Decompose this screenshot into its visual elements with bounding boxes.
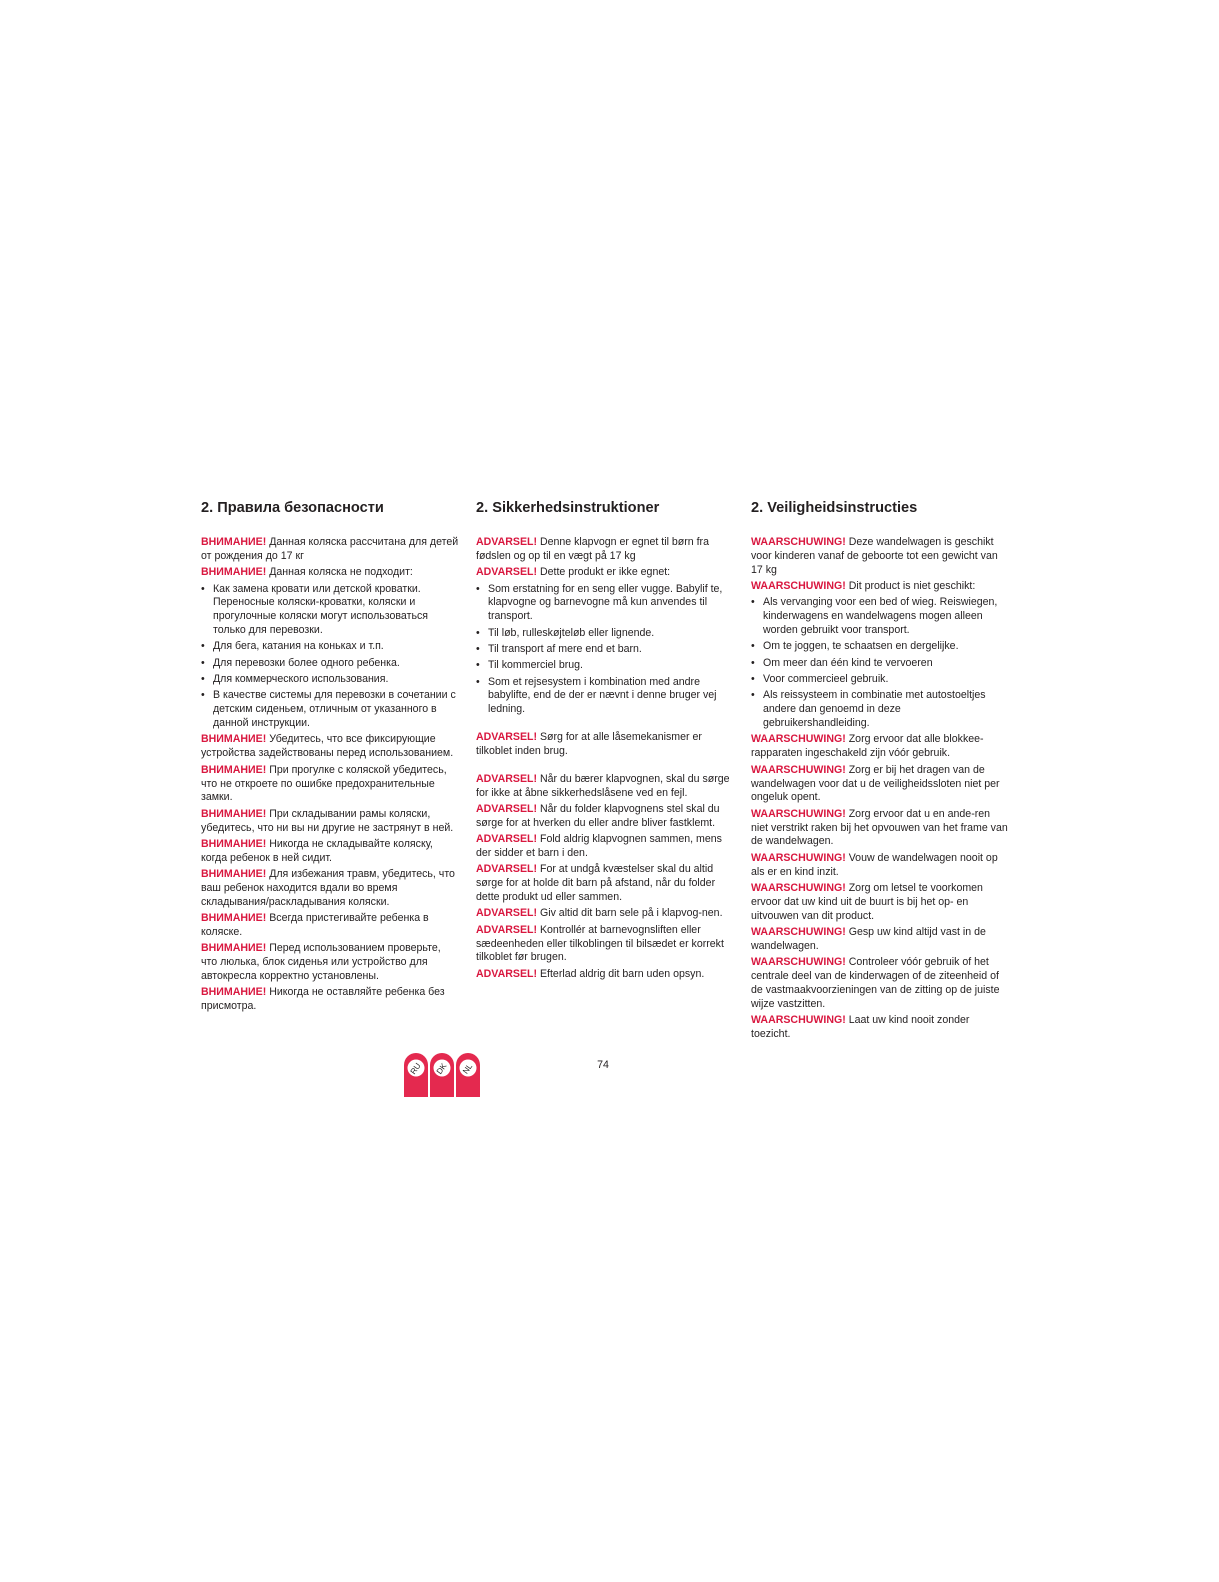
warning-label: ADVARSEL!: [476, 907, 538, 920]
list-item: • В качестве системы для перевозки в сочетании с детским сиденьем, отличным от указанного в данной инструкции.: [201, 689, 459, 731]
warning-label: ВНИМАНИЕ!: [201, 986, 267, 999]
paragraph: ВНИМАНИЕ! Никогда не оставляйте ребенка без присмотра.: [201, 986, 445, 1013]
paragraph: WAARSCHUWING! Zorg ervoor dat alle blokkee-rapparaten ingeschakeld zijn vóór gebruik.: [751, 733, 984, 760]
warning-label: ADVARSEL!: [476, 536, 538, 548]
column-dk: [476, 499, 734, 984]
language-tab-dk: [430, 1053, 454, 1097]
language-tab-nl: [456, 1053, 480, 1097]
warning-label: WAARSCHUWING!: [751, 580, 846, 593]
list-item: • Om te joggen, te schaatsen en dergelijke.: [751, 640, 1009, 654]
paragraph: WAARSCHUWING! Laat uw kind nooit zonder toezicht.: [751, 1014, 970, 1040]
section-title-ru: 2. Правила безопасности: [201, 500, 384, 516]
paragraph: ВНИМАНИЕ! Данная коляска не подходит:: [201, 566, 413, 579]
list-item: • Как замена кровати или детской кроватки. Переносные коляски-кроватки, коляски и прогулочные коляски могут использоваться только для перевозки.: [201, 583, 459, 638]
warning-label: WAARSCHUWING!: [751, 733, 846, 746]
section-title-dk: 2. Sikkerhedsinstruktioner: [476, 500, 660, 516]
paragraph: ADVARSEL! Når du folder klapvognens stel skal du sørge for at hverken du eller andre bliver fastklemt.: [476, 803, 720, 829]
warning-label: ADVARSEL!: [476, 566, 538, 579]
page-number: 74: [597, 1059, 609, 1071]
warning-label: WAARSCHUWING!: [751, 851, 846, 864]
paragraph: WAARSCHUWING! Gesp uw kind altijd vast in de wandelwagen.: [751, 925, 986, 952]
section-title-nl: 2. Veiligheidsinstructies: [751, 500, 918, 516]
paragraph: ADVARSEL! Denne klapvogn er egnet til børn fra fødslen og op til en vægt på 17 kg: [476, 536, 709, 562]
paragraph: WAARSCHUWING! Zorg ervoor dat u en ande-ren niet verstrikt raken bij het opvouwen van het frame van de wandelwagen.: [751, 807, 1008, 848]
list-item: • Для перевозки более одного ребенка.: [201, 657, 459, 671]
paragraph: ADVARSEL! Kontrollér at barnevognsliften eller sædeenheden eller tilkoblingen til bilsædet er korrekt tilkoblet før brugen.: [476, 923, 724, 964]
warning-label: ADVARSEL!: [476, 833, 538, 846]
paragraph: WAARSCHUWING! Zorg er bij het dragen van de wandelwagen voor dat u de veiligheidssloten niet per ongeluk opent.: [751, 763, 1000, 804]
list-item: • Для бега, катания на коньках и т.п.: [201, 640, 459, 654]
warning-label: ADVARSEL!: [476, 967, 538, 980]
paragraph: ВНИМАНИЕ! Для избежания травм, убедитесь, что ваш ребенок находится вдали во время складывания/раскладывания коляски.: [201, 868, 455, 908]
language-tab-label: NL: [460, 1061, 475, 1076]
warning-label: ADVARSEL!: [476, 731, 538, 744]
language-tabs: [404, 1053, 482, 1099]
list-item: • Для коммерческого использования.: [201, 673, 459, 687]
warning-label: ADVARSEL!: [476, 772, 538, 785]
list-item: • Til løb, rulleskøjteløb eller lignende.: [476, 627, 734, 641]
paragraph: ADVARSEL! Efterlad aldrig dit barn uden opsyn.: [476, 967, 705, 980]
warning-label: WAARSCHUWING!: [751, 956, 846, 969]
warning-label: ADVARSEL!: [476, 863, 538, 876]
warning-label: WAARSCHUWING!: [751, 1014, 846, 1026]
warning-label: ВНИМАНИЕ!: [201, 566, 267, 579]
language-tab-ru: [404, 1053, 428, 1097]
list-item: • Om meer dan één kind te vervoeren: [751, 657, 1009, 671]
paragraph: ADVARSEL! For at undgå kvæstelser skal du altid sørge for at holde dit barn på afstand, når du folder dette produkt ud eller sammen.: [476, 863, 716, 904]
warning-label: ADVARSEL!: [476, 803, 538, 815]
paragraph: WAARSCHUWING! Deze wandelwagen is geschikt voor kinderen vanaf de geboorte tot een gewicht van 17 kg: [751, 536, 998, 576]
warning-label: ВНИМАНИЕ!: [201, 868, 267, 881]
bullet-list: [201, 583, 459, 731]
warning-label: WAARSCHUWING!: [751, 763, 846, 776]
bullet-list: [751, 596, 1009, 731]
list-item: • Som erstatning for en seng eller vugge. Babylif te, klapvogne og barnevogne må kun anvendes til transport.: [476, 583, 734, 625]
bullet-list: [476, 583, 734, 718]
warning-label: ВНИМАНИЕ!: [201, 733, 267, 746]
list-item: • Als vervanging voor een bed of wieg. Reiswiegen, kinderwagens en wandelwagens mogen alleen worden gebruikt voor transport.: [751, 596, 1009, 638]
paragraph: ADVARSEL! Sørg for at alle låsemekanismer er tilkoblet inden brug.: [476, 731, 702, 757]
warning-label: ВНИМАНИЕ!: [201, 536, 267, 548]
paragraph: ADVARSEL! Når du bærer klapvognen, skal du sørge for ikke at åbne sikkerhedslåsene ved en fejl.: [476, 772, 730, 799]
paragraph: ВНИМАНИЕ! При прогулке с коляской убедитесь, что не откроете по ошибке предохранительные замки.: [201, 763, 447, 804]
warning-label: WAARSCHUWING!: [751, 807, 846, 820]
paragraph: WAARSCHUWING! Vouw de wandelwagen nooit op als er en kind inzit.: [751, 851, 998, 878]
paragraph: WAARSCHUWING! Dit product is niet geschikt:: [751, 580, 976, 593]
warning-label: WAARSCHUWING!: [751, 536, 846, 548]
warning-label: WAARSCHUWING!: [751, 925, 846, 938]
column-ru: [201, 499, 459, 1017]
list-item: • Til transport af mere end et barn.: [476, 643, 734, 657]
language-tab-label: RU: [408, 1061, 423, 1077]
paragraph: ВНИМАНИЕ! Данная коляска рассчитана для детей от рождения до 17 кг: [201, 536, 459, 562]
warning-label: WAARSCHUWING!: [751, 881, 846, 894]
paragraph: ADVARSEL! Dette produkt er ikke egnet:: [476, 566, 671, 579]
paragraph: ВНИМАНИЕ! Всегда пристегивайте ребенка в коляске.: [201, 912, 429, 938]
paragraph: ВНИМАНИЕ! Перед использованием проверьте, что люлька, блок сиденья или устройство для автокресла корректно установлены.: [201, 942, 441, 982]
warning-label: ВНИМАНИЕ!: [201, 807, 267, 820]
paragraph: ВНИМАНИЕ! При складывании рамы коляски, убедитесь, что ни вы ни другие не застрянут в ней.: [201, 807, 454, 834]
column-nl: [751, 499, 1009, 1044]
warning-label: ВНИМАНИЕ!: [201, 912, 267, 925]
paragraph: ВНИМАНИЕ! Никогда не складывайте коляску, когда ребенок в ней сидит.: [201, 837, 433, 864]
paragraph: ВНИМАНИЕ! Убедитесь, что все фиксирующие устройства задействованы перед использованием.: [201, 733, 454, 760]
paragraph: ADVARSEL! Fold aldrig klapvognen sammen, mens der sidder et barn i den.: [476, 833, 722, 860]
paragraph: WAARSCHUWING! Controleer vóór gebruik of het centrale deel van de kinderwagen of de ziteenheid of de vastmaakvoorzieningen van de zitting op de juiste wijze vastzitten.: [751, 956, 1000, 1010]
list-item: • Som et rejsesystem i kombination med andre babylifte, end de der er nævnt i denne bruger vej ledning.: [476, 676, 734, 718]
language-tab-label: DK: [434, 1061, 449, 1076]
list-item: • Voor commercieel gebruik.: [751, 673, 1009, 687]
warning-label: ADVARSEL!: [476, 923, 538, 936]
list-item: • Til kommerciel brug.: [476, 659, 734, 673]
warning-label: ВНИМАНИЕ!: [201, 763, 267, 776]
paragraph: WAARSCHUWING! Zorg om letsel te voorkomen ervoor dat uw kind uit de buurt is bij het op- en uitvouwen van dit product.: [751, 881, 983, 922]
list-item: • Als reissysteem in combinatie met autostoeltjes andere dan genoemd in deze gebruikershandleiding.: [751, 689, 1009, 731]
warning-label: ВНИМАНИЕ!: [201, 942, 267, 955]
warning-label: ВНИМАНИЕ!: [201, 837, 267, 850]
paragraph: ADVARSEL! Giv altid dit barn sele på i klapvog-nen.: [476, 907, 723, 920]
